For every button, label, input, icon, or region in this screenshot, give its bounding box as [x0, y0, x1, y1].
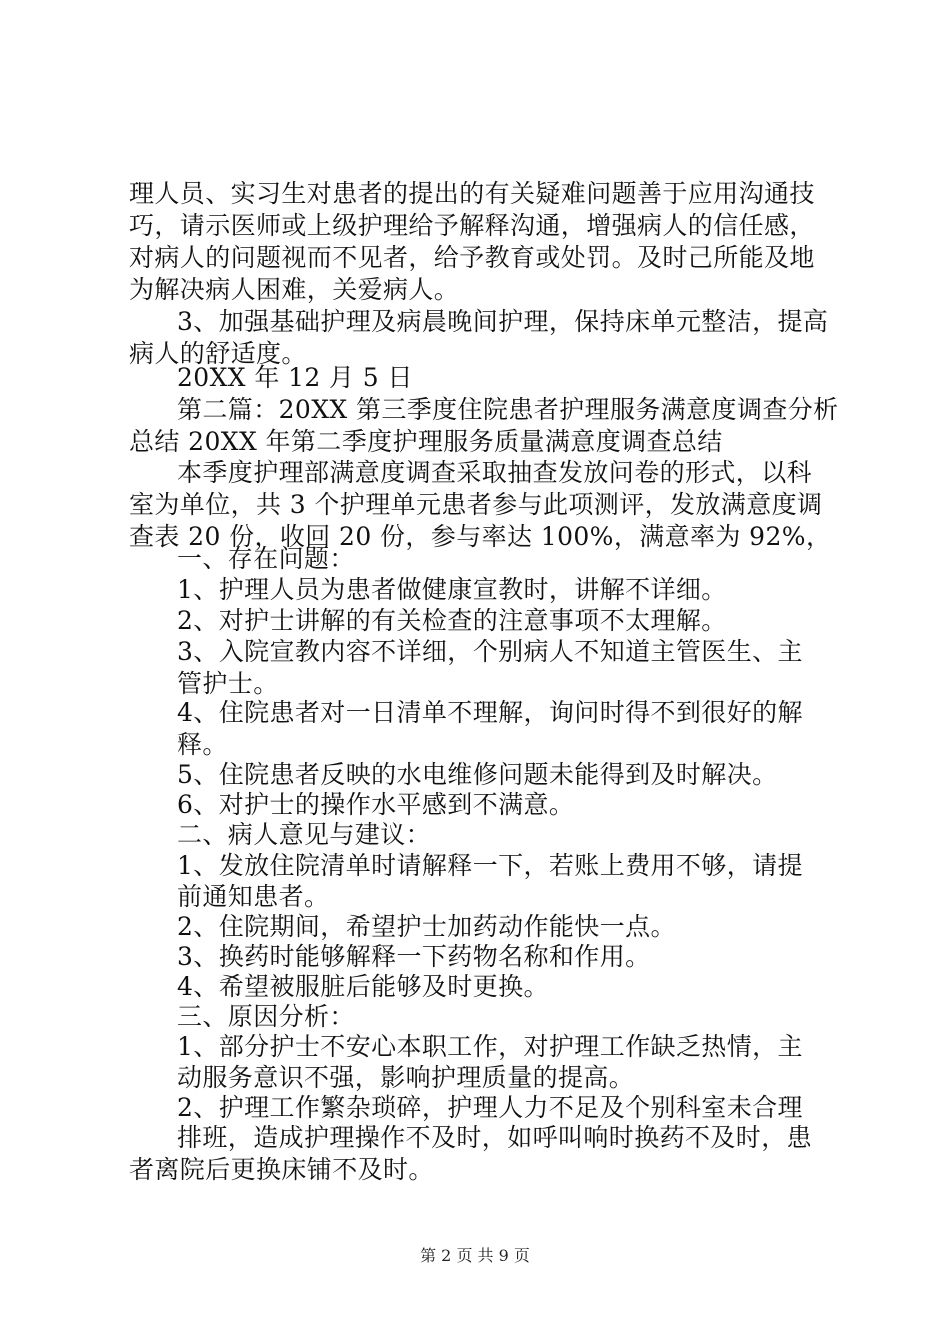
list-item: 前通知患者。 [177, 882, 330, 911]
text-line: 对病人的问题视而不见者，给予教育或处罚。及时己所能及地 [129, 243, 815, 272]
list-item: 3、入院宣教内容不详细，个别病人不知道主管医生、主 [177, 637, 803, 666]
text-line: 3、加强基础护理及病晨晚间护理，保持床单元整洁，提高 [177, 307, 829, 336]
section-title: 总结 20XX 年第二季度护理服务质量满意度调查总结 [129, 427, 723, 456]
text-line: 室为单位，共 3 个护理单元患者参与此项测评，发放满意度调 [129, 490, 823, 519]
text-line: 理人员、实习生对患者的提出的有关疑难问题善于应用沟通技 [129, 179, 815, 208]
list-item: 者离院后更换床铺不及时。 [129, 1155, 434, 1184]
list-item: 5、住院患者反映的水电维修问题未能得到及时解决。 [177, 760, 778, 789]
heading: 二、病人意见与建议： [177, 820, 432, 849]
text-line: 本季度护理部满意度调查采取抽查发放问卷的形式，以科 [177, 458, 813, 487]
list-item: 1、发放住院清单时请解释一下，若账上费用不够，请提 [177, 851, 803, 880]
list-item: 6、对护士的操作水平感到不满意。 [177, 790, 575, 819]
heading: 三、原因分析： [177, 1002, 355, 1031]
list-item: 动服务意识不强，影响护理质量的提高。 [177, 1063, 635, 1092]
list-item: 2、对护士讲解的有关检查的注意事项不太理解。 [177, 606, 727, 635]
text-line: 巧，请示医师或上级护理给予解释沟通，增强病人的信任感， [129, 211, 815, 240]
list-item: 2、护理工作繁杂琐碎，护理人力不足及个别科室未合理 [177, 1093, 803, 1122]
list-item: 排班，造成护理操作不及时，如呼叫响时换药不及时，患 [177, 1123, 813, 1152]
list-item: 4、住院患者对一日清单不理解，询问时得不到很好的解 [177, 698, 803, 727]
section-title: 第二篇：20XX 第三季度住院患者护理服务满意度调查分析 [177, 395, 839, 424]
list-item: 3、换药时能够解释一下药物名称和作用。 [177, 942, 651, 971]
page-footer: 第 2 页 共 9 页 [420, 1246, 530, 1265]
text-line: 病人的舒适度。 [129, 339, 307, 368]
text-line: 为解决病人困难，关爱病人。 [129, 275, 460, 304]
date-line: 20XX 年 12 月 5 日 [177, 363, 413, 392]
list-item: 释。 [177, 730, 228, 759]
list-item: 4、希望被服脏后能够及时更换。 [177, 972, 549, 1001]
heading: 一、存在问题： [177, 544, 355, 573]
text-line: 查表 20 份，收回 20 份，参与率达 100%，满意率为 92%， [129, 522, 832, 551]
list-item: 2、住院期间，希望护士加药动作能快一点。 [177, 912, 676, 941]
list-item: 1、护理人员为患者做健康宣教时，讲解不详细。 [177, 575, 727, 604]
list-item: 管护士。 [177, 669, 279, 698]
list-item: 1、部分护士不安心本职工作，对护理工作缺乏热情，主 [177, 1032, 803, 1061]
